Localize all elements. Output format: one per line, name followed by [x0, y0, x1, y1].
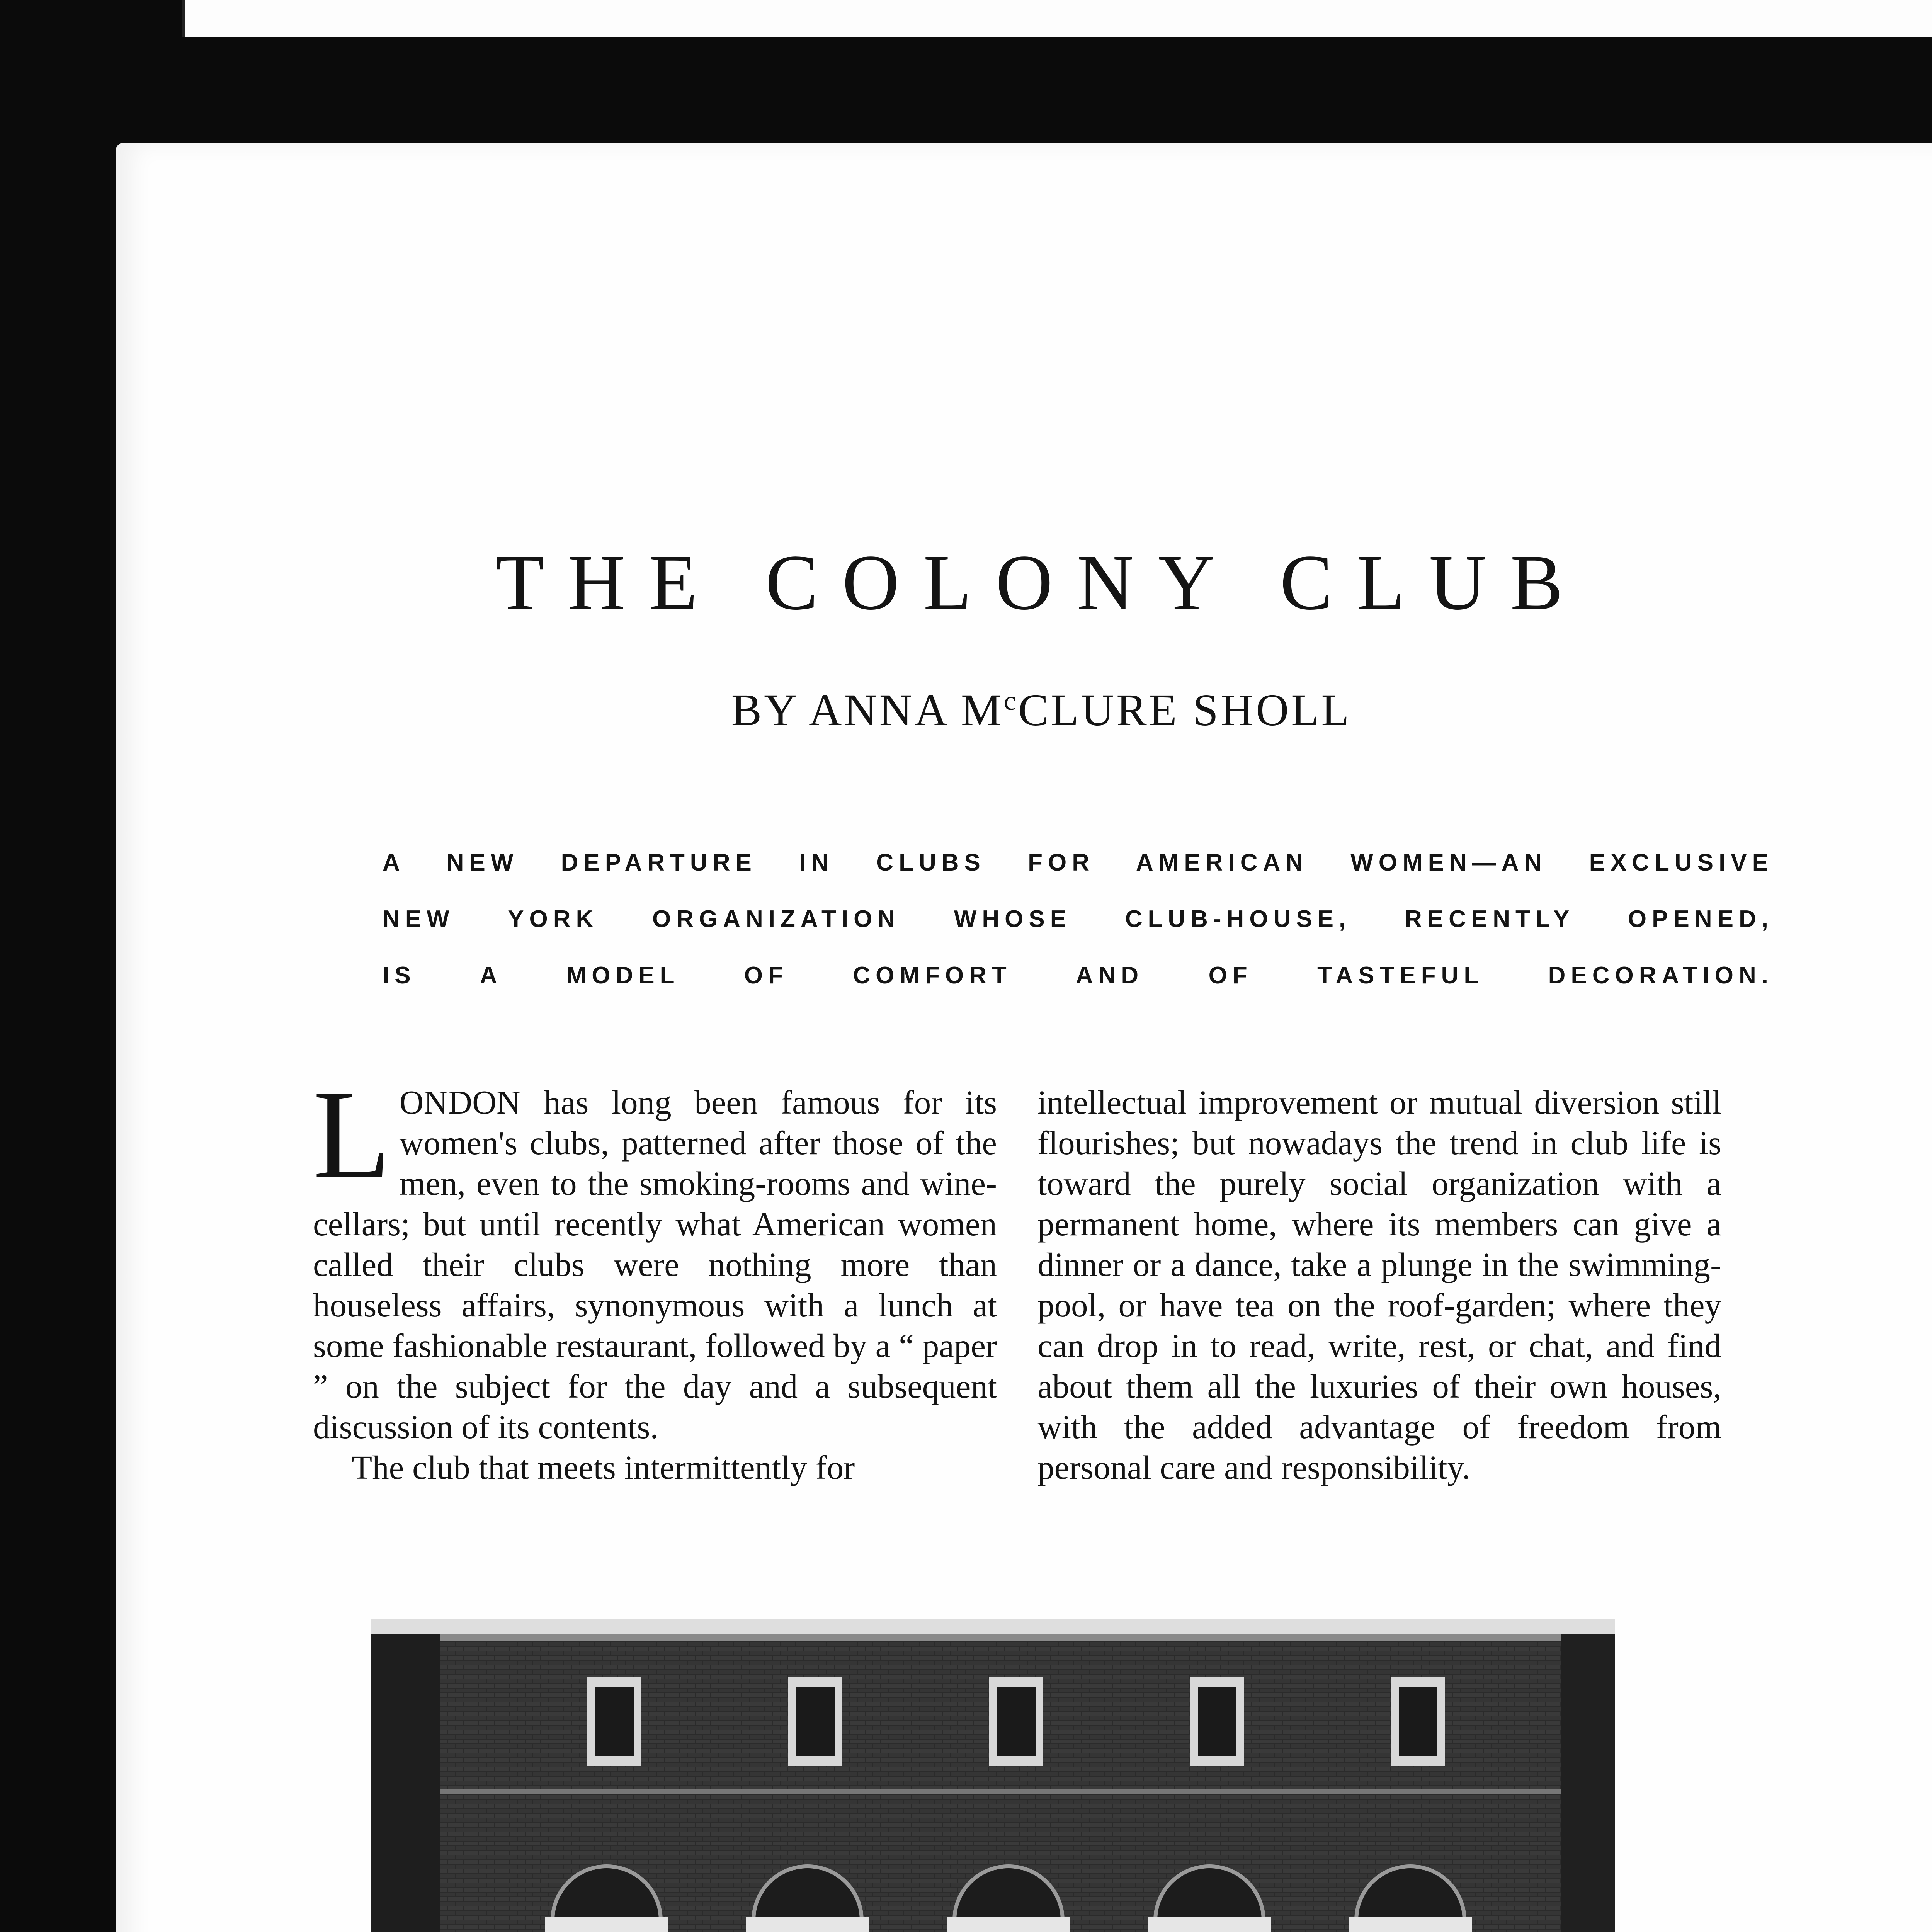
- paragraph-2-continued: intellectual improvement or mutual diversion still flourishes; but nowadays the trend in club life is toward the purely social organization with a permanent home, where its members can give a dinner or a dance, take a plunge in the swimming-pool, or have tea on the roof-garden; where they can drop in to read, write, rest, or chat, and find about them all the luxuries of their own houses, with the added advantage of freedom from personal care and responsibility.: [1037, 1083, 1721, 1486]
- article-byline: [116, 684, 1932, 736]
- drop-cap: L: [313, 1064, 391, 1205]
- article-title: THE COLONY CLUB: [495, 539, 1587, 626]
- article-dek: [383, 835, 1774, 1004]
- text-column-right: [1037, 1082, 1721, 1488]
- text-column-left: [313, 1064, 997, 1488]
- dek-line: A NEW DEPARTURE IN CLUBS FOR AMERICAN WOMEN—AN EXCLUSIVE: [383, 849, 1774, 876]
- byline-prefix: BY ANNA M: [731, 685, 1004, 735]
- building-facade-illustration: [371, 1619, 1615, 1932]
- byline-superscript: c: [1003, 686, 1018, 716]
- paragraph-1-text: ONDON has long been famous for its women's clubs, patterned after those of the men, even to the smoking-rooms and wine-cellars; but until recently what American women called their clubs were nothing more than houseless affairs, synonymous with a lunch at some fashionable restaurant, followed by a “ paper ” on the subject for the day and a subsequent discussion of its contents.: [313, 1083, 997, 1446]
- club-house-photograph: [371, 1619, 1615, 1932]
- magazine-page: [116, 143, 1932, 1932]
- paragraph-1: [313, 1064, 997, 1447]
- adjacent-page-strip: [182, 0, 1932, 37]
- byline-suffix: CLURE SHOLL: [1018, 685, 1352, 735]
- dek-line: NEW YORK ORGANIZATION WHOSE CLUB-HOUSE, RECENTLY OPENED,: [383, 906, 1774, 932]
- dek-line: IS A MODEL OF COMFORT AND OF TASTEFUL DECORATION.: [383, 962, 1774, 989]
- paragraph-2-start: The club that meets intermittently for: [352, 1449, 855, 1486]
